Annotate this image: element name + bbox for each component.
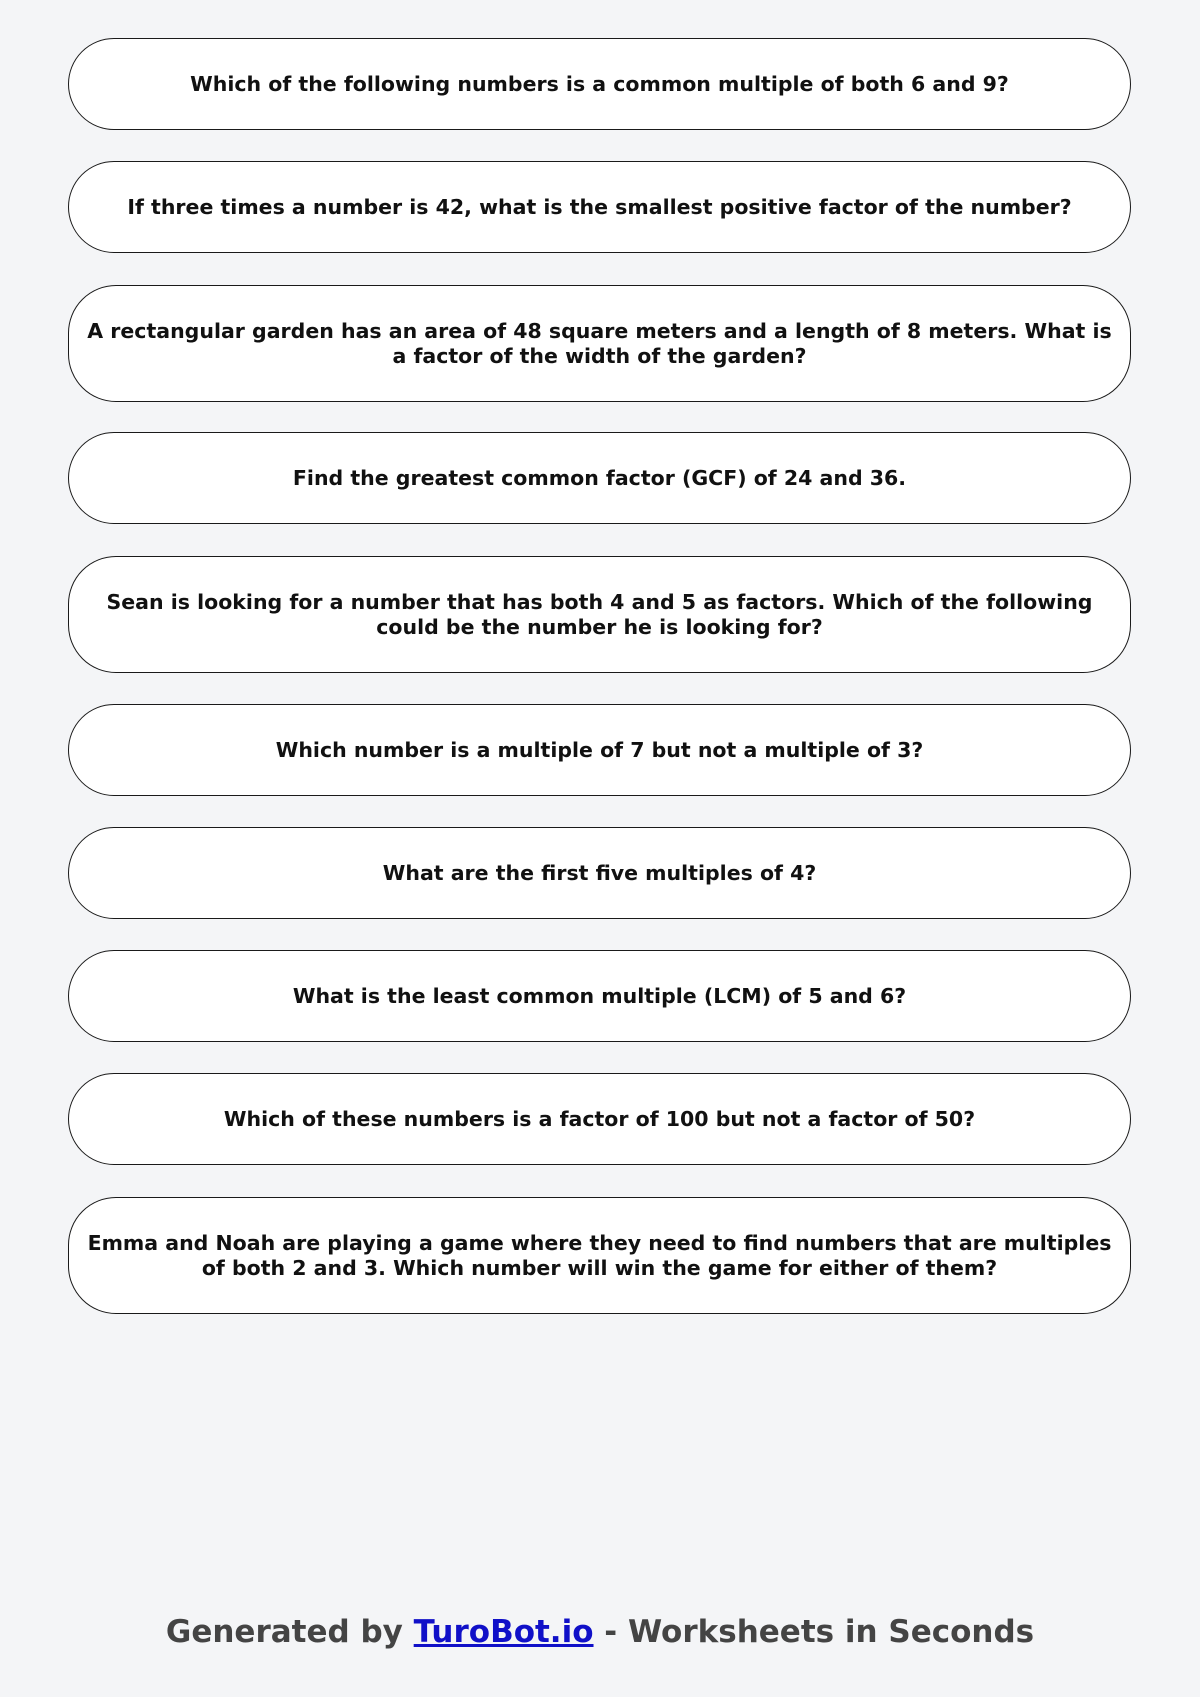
question-text: Emma and Noah are playing a game where they need to find numbers that are multiples of both 2 and 3. Which number will win the game for either of them? (87, 1230, 1112, 1280)
question-text: What is the least common multiple (LCM) of 5 and 6? (292, 983, 907, 1008)
question-text: Sean is looking for a number that has both 4 and 5 as factors. Which of the following could be the number he is looking for? (106, 589, 1093, 639)
question-text: Which number is a multiple of 7 but not a multiple of 3? (275, 737, 924, 762)
question-text: A rectangular garden has an area of 48 square meters and a length of 8 meters. What is a factor of the width of the garden? (87, 318, 1112, 368)
question-card (68, 1073, 1131, 1165)
footer (0, 1614, 1200, 1650)
question-card (68, 827, 1131, 919)
question-card (68, 704, 1131, 796)
question-card (68, 285, 1131, 402)
question-text: Which of the following numbers is a common multiple of both 6 and 9? (190, 71, 1009, 96)
question-card (68, 556, 1131, 673)
footer-suffix: - Worksheets in Seconds (593, 1614, 1035, 1650)
question-card (68, 432, 1131, 524)
question-text: Find the greatest common factor (GCF) of 24 and 36. (292, 465, 907, 490)
question-text: What are the first five multiples of 4? (382, 860, 817, 885)
question-text: If three times a number is 42, what is the smallest positive factor of the number? (127, 194, 1072, 219)
turobot-link[interactable]: TuroBot.io (413, 1614, 594, 1650)
footer-prefix: Generated by (165, 1614, 414, 1650)
question-card (68, 1197, 1131, 1314)
question-text: Which of these numbers is a factor of 100 but not a factor of 50? (223, 1106, 976, 1131)
question-card (68, 950, 1131, 1042)
question-card (68, 161, 1131, 253)
question-card (68, 38, 1131, 130)
